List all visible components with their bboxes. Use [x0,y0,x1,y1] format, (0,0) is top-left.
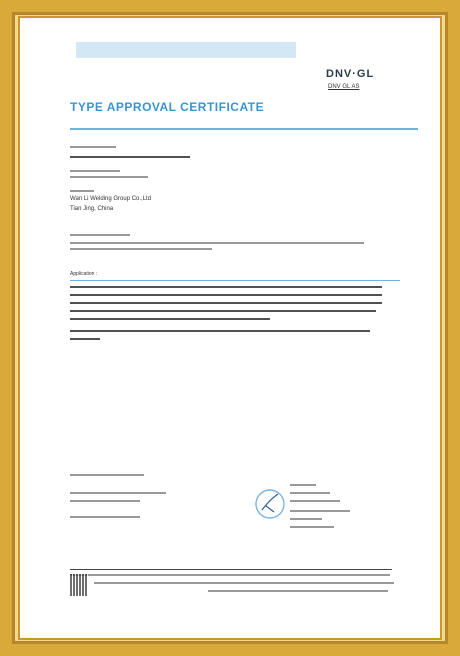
blurred-text-line [70,170,120,172]
blurred-text-line [70,156,190,158]
blurred-text-line [70,500,140,502]
certificate-title: TYPE APPROVAL CERTIFICATE [70,100,265,114]
issuer-logo: DNV·GL [326,68,375,80]
blurred-text-line [70,516,140,518]
blurred-text-line [290,510,350,512]
blurred-text-line [70,286,382,288]
blurred-text-line [70,474,144,476]
blurred-text-line [290,484,316,486]
certificate-page [28,22,432,632]
blurred-text-line [290,500,340,502]
section-rule [70,280,400,281]
blurred-text-line [70,330,370,332]
blurred-text-line [70,294,382,296]
company-location: Tian Jing, China [70,206,114,212]
title-rule [70,128,418,130]
blurred-text-line [70,338,100,340]
blurred-text-line [70,234,130,236]
blurred-text-line [70,310,376,312]
blurred-text-line [70,248,212,250]
blurred-text-line [70,190,94,192]
blurred-footer-line [94,582,394,584]
blurred-text-line [70,302,382,304]
application-heading: Application : [70,271,98,277]
issuer-logo-subtext: DNV GL AS [328,84,360,90]
company-name: Wan Li Welding Group Co.,Ltd [70,196,152,202]
blurred-text-line [70,242,364,244]
blurred-text-line [290,492,330,494]
qr-code-icon [70,574,88,596]
blurred-text-line [290,518,322,520]
blurred-footer-line [208,590,388,592]
header-color-bar [76,42,296,58]
blurred-text-line [70,176,148,178]
blurred-text-line [70,318,270,320]
blurred-text-line [70,146,116,148]
blurred-text-line [290,526,334,528]
footer-rule [70,569,392,570]
blurred-footer-line [70,574,390,576]
signature-seal-icon [250,484,290,524]
blurred-text-line [70,492,166,494]
